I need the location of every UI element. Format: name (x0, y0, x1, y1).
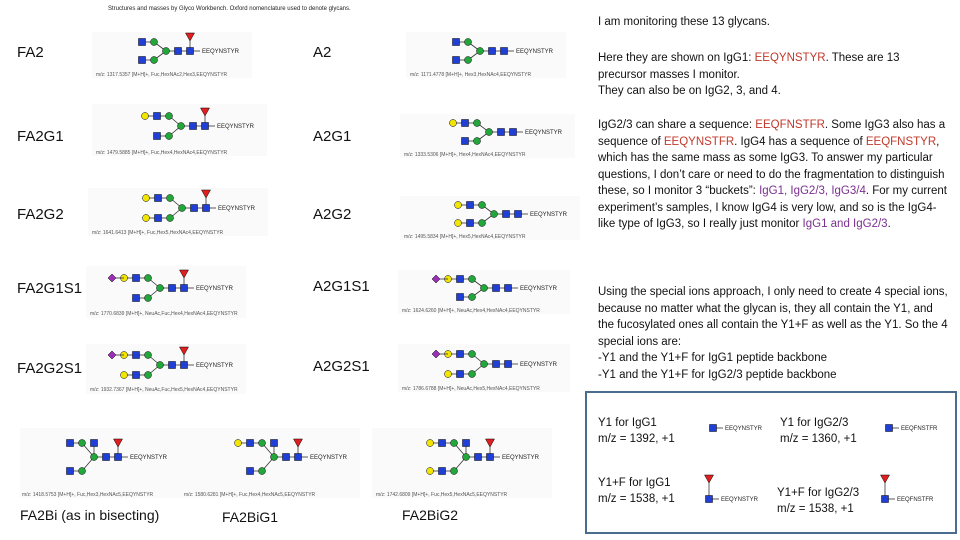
glcnac-square (154, 113, 161, 120)
special-ions-box (585, 391, 957, 534)
mannose-circle (167, 215, 174, 222)
peptide-label: EEQFNSTFR (897, 497, 934, 503)
glcnac-square (487, 454, 494, 461)
glcnac-square (467, 220, 474, 227)
glycan-mass-fa2big2: m/z: 1742.6809 [M+H]+, Fuc,Hex5,HexNAc5,EEQYNSTYR (376, 492, 508, 498)
galactose-circle (143, 215, 150, 222)
mannose-circle (474, 138, 481, 145)
mannose-circle (145, 372, 152, 379)
monitored-buckets: IgG1 and IgG2/3 (802, 218, 888, 230)
glycan-structure-a2g2s1 (398, 344, 570, 392)
notes-buckets: IgG2/3 can share a sequence: EEQFNSTFR. Some IgG3 also has a sequence of EEQYNSTFR. IgG4 has a sequence of EEQFNSTYR, which has the same mass as some IgG3. To answer my particular questions, I don’t care or need to do the fragmentation to distinguish these, so I monitor 3 “buckets”: IgG1, IgG2/3, IgG3/4. For my current experiment’s samples, I know IgG4 is very low, and so is the IgG4-like type of IgG3, so I really just monitor IgG1 and IgG2/3. (598, 119, 947, 230)
mannose-circle (145, 352, 152, 359)
glcnac-square (489, 48, 496, 55)
galactose-circle (445, 371, 452, 378)
glcnac-square (505, 285, 512, 292)
fucose-triangle (705, 475, 714, 483)
mannose-circle (166, 113, 173, 120)
glcnac-square (457, 294, 464, 301)
glcnac-square (271, 440, 278, 447)
special-ion-y1f-igg1: Y1+F for IgG1 m/z = 1538, +1 (598, 477, 675, 505)
glcnac-square (457, 371, 464, 378)
mannose-circle (167, 195, 174, 202)
peptide-label: EEQFNSTFR (901, 426, 938, 432)
glcnac-square (247, 468, 254, 475)
mannose-circle (259, 468, 266, 475)
glcnac-square (453, 57, 460, 64)
fucose-triangle (202, 190, 211, 198)
glcnac-square (493, 285, 500, 292)
galactose-circle (235, 440, 242, 447)
glcnac-square (169, 285, 176, 292)
glcnac-square (175, 48, 182, 55)
peptide-label: EEQYNSTYR (520, 362, 558, 368)
special-ion-y1f-igg23: Y1+F for IgG2/3 m/z = 1538, +1 (777, 487, 860, 515)
glcnac-square (202, 123, 209, 130)
glcnac-square (133, 295, 140, 302)
fucose-triangle (114, 439, 123, 447)
peptide-label: EEQYNSTYR (725, 426, 763, 432)
glcnac-square (203, 205, 210, 212)
glcnac-square (510, 129, 517, 136)
peptide-label: EEQYNSTYR (218, 206, 256, 212)
glycan-structure-fa2bi (20, 428, 180, 498)
mannose-circle (469, 351, 476, 358)
sialic-acid-diamond (108, 274, 116, 282)
glcnac-square (710, 425, 717, 432)
galactose-circle (455, 202, 462, 209)
peptide-label: EEQYNSTYR (721, 497, 759, 503)
mannose-circle (145, 275, 152, 282)
peptide-label: EEQYNSTYR (525, 130, 563, 136)
peptide-label: EEQYNSTYR (516, 49, 554, 55)
glcnac-square (133, 275, 140, 282)
peptide-label: EEQYNSTYR (202, 49, 240, 55)
glcnac-square (463, 440, 470, 447)
glycan-mass-fa2bi: m/z: 1418.5753 [M+H]+, Fuc,Hex3,HexNAc5,EEQYNSTYR (22, 492, 154, 498)
glcnac-square (295, 454, 302, 461)
glycan-label-fa2g2: FA2G2 (17, 206, 64, 223)
mannose-circle (479, 220, 486, 227)
mannose-circle (451, 468, 458, 475)
mannose-circle (179, 205, 186, 212)
glcnac-square (155, 195, 162, 202)
mannose-circle (481, 285, 488, 292)
glcnac-square (501, 48, 508, 55)
mannose-circle (79, 468, 86, 475)
glcnac-square (503, 211, 510, 218)
glcnac-square (882, 496, 889, 503)
glcnac-square (457, 276, 464, 283)
glcnac-square (115, 454, 122, 461)
special-ion-y1-igg23-structure (879, 413, 951, 448)
mannose-circle (491, 211, 498, 218)
galactose-circle (143, 195, 150, 202)
figure-caption: Structures and masses by Glyco Workbench. Oxford nomenclature used to denote glycans. (108, 6, 351, 12)
glcnac-square (493, 361, 500, 368)
glycan-mass-a2g2s1: m/z: 1786.6788 [M+H]+, NeuAc,Hex5,HexNAc4,EEQYNSTYR (402, 386, 540, 392)
glcnac-square (457, 351, 464, 358)
mannose-circle (178, 123, 185, 130)
peptide-label: EEQYNSTYR (130, 455, 168, 461)
glycan-mass-a2g2: m/z: 1495.5834 [M+H]+, Hex5,HexNAc4,EEQYNSTYR (404, 234, 526, 240)
fucose-triangle (294, 439, 303, 447)
glycan-label-fa2big1: FA2BiG1 (222, 509, 279, 525)
glcnac-square (462, 138, 469, 145)
glycan-label-a2g2s1: A2G2S1 (313, 358, 370, 375)
mannose-circle (479, 202, 486, 209)
mannose-circle (469, 371, 476, 378)
glcnac-square (91, 440, 98, 447)
notes-special-ions: Using the special ions approach, I only need to create 4 special ions, because no matter what the glycan is, they all contain the Y1, and the fucosylated ones all contain the Y1+F as well as the Y1. So the 4 special ions are: -Y1 and the Y1+F for IgG1 peptide backbone -Y1 and the Y1+F for IgG2/3 peptide backbone (598, 286, 948, 381)
glycan-label-fa2big2: FA2BiG2 (402, 507, 459, 523)
glycan-label-a2: A2 (313, 44, 332, 61)
galactose-circle (427, 468, 434, 475)
glcnac-square (439, 440, 446, 447)
glycan-mass-a2: m/z: 1171.4778 [M+H]+, Hex3,HexNAc4,EEQYNSTYR (410, 72, 532, 78)
sialic-acid-diamond (108, 351, 116, 359)
bucket-list: IgG1, IgG2/3, IgG3/4 (759, 185, 866, 197)
galactose-circle (450, 120, 457, 127)
glcnac-square (247, 440, 254, 447)
sequence-igg1: EEQYNSTYR (754, 52, 826, 64)
glcnac-square (886, 425, 893, 432)
glycan-label-fa2g1s1: FA2G1S1 (17, 280, 83, 297)
glycan-label-a2g1: A2G1 (313, 128, 352, 145)
glcnac-square (190, 123, 197, 130)
glcnac-square (498, 129, 505, 136)
special-ion-y1f-igg1-structure (699, 467, 775, 518)
galactose-circle (455, 220, 462, 227)
mannose-circle (271, 454, 278, 461)
mannose-circle (469, 276, 476, 283)
mannose-circle (465, 39, 472, 46)
mannose-circle (151, 57, 158, 64)
peptide-label: EEQYNSTYR (520, 286, 558, 292)
glcnac-square (453, 39, 460, 46)
mannose-circle (259, 440, 266, 447)
glcnac-square (475, 454, 482, 461)
mannose-circle (474, 120, 481, 127)
mannose-circle (481, 361, 488, 368)
glcnac-square (467, 202, 474, 209)
glycan-label-fa2: FA2 (17, 44, 44, 61)
mannose-circle (463, 454, 470, 461)
peptide-label: EEQYNSTYR (196, 363, 234, 369)
fucose-triangle (881, 475, 890, 483)
mannose-circle (477, 48, 484, 55)
glcnac-square (139, 57, 146, 64)
glcnac-square (139, 39, 146, 46)
fucose-triangle (201, 108, 210, 116)
special-ion-y1-igg1-structure (703, 413, 773, 448)
fucose-triangle (180, 270, 189, 278)
glycan-label-fa2g1: FA2G1 (17, 128, 64, 145)
glycan-structure-fa2big1 (180, 428, 360, 498)
galactose-circle (121, 372, 128, 379)
glcnac-square (706, 496, 713, 503)
peptide-label: EEQYNSTYR (217, 124, 255, 130)
mannose-circle (163, 48, 170, 55)
glycan-mass-fa2g2s1: m/z: 1932.7367 [M+H]+, NeuAc,Fuc,Hex5,HexNAc4,EEQYNSTYR (90, 387, 238, 393)
glycan-label-a2g1s1: A2G1S1 (313, 278, 370, 295)
peptide-label: EEQYNSTYR (530, 212, 568, 218)
glcnac-square (181, 362, 188, 369)
glycan-mass-fa2: m/z: 1317.5357 [M+H]+, Fuc,HexNAc2,Hex3,EEQYNSTYR (96, 72, 228, 78)
mannose-circle (157, 362, 164, 369)
mannose-circle (469, 294, 476, 301)
glycan-mass-fa2g1s1: m/z: 1770.6839 [M+H]+, NeuAc,Fuc,Hex4,HexNAc4,EEQYNSTYR (90, 311, 238, 317)
glycan-label-fa2g2s1: FA2G2S1 (17, 360, 83, 377)
fucose-triangle (180, 347, 189, 355)
notes-igg1-sequence: Here they are shown on IgG1: EEQYNSTYR. These are 13 precursor masses I monitor. They can also be on IgG2, 3, and 4. (598, 52, 900, 97)
glcnac-square (283, 454, 290, 461)
glycan-structure-fa2big2 (372, 428, 552, 498)
glycan-structure-fa2g2 (88, 188, 268, 236)
sequence-igg4: EEQFNSTYR (865, 135, 937, 148)
glycan-structure-fa2g1 (92, 104, 267, 156)
mannose-circle (465, 57, 472, 64)
glcnac-square (155, 215, 162, 222)
glcnac-square (462, 120, 469, 127)
glcnac-square (169, 362, 176, 369)
peptide-label: EEQYNSTYR (310, 455, 348, 461)
peptide-label: EEQYNSTYR (196, 286, 234, 292)
sequence-igg23: EEQFNSTFR (755, 119, 825, 131)
galactose-circle (142, 113, 149, 120)
galactose-circle (427, 440, 434, 447)
mannose-circle (451, 440, 458, 447)
mannose-circle (91, 454, 98, 461)
glycan-mass-fa2g1: m/z: 1479.5885 [M+H]+, Fuc,Hex4,HexNAc4,EEQYNSTYR (96, 150, 228, 156)
mannose-circle (145, 295, 152, 302)
mannose-circle (157, 285, 164, 292)
glcnac-square (133, 352, 140, 359)
glcnac-square (154, 133, 161, 140)
glcnac-square (133, 372, 140, 379)
sequence-igg3-variant: EEQYNSTFR (663, 135, 735, 148)
glcnac-square (439, 468, 446, 475)
glcnac-square (515, 211, 522, 218)
mannose-circle (486, 129, 493, 136)
glcnac-square (191, 205, 198, 212)
fucose-triangle (186, 33, 195, 41)
peptide-label: EEQYNSTYR (502, 455, 540, 461)
fucose-triangle (486, 439, 495, 447)
glcnac-square (67, 440, 74, 447)
glycan-mass-a2g1s1: m/z: 1624.6260 [M+H]+, NeuAc,Hex4,HexNAc4,EEQYNSTYR (402, 308, 540, 314)
special-ion-y1-igg1: Y1 for IgG1 m/z = 1392, +1 (598, 417, 675, 445)
notes-intro: I am monitoring these 13 glycans. (598, 16, 770, 28)
glcnac-square (103, 454, 110, 461)
mannose-circle (166, 133, 173, 140)
glcnac-square (187, 48, 194, 55)
glcnac-square (67, 468, 74, 475)
glycan-mass-fa2g2: m/z: 1641.6413 [M+H]+, Fuc,Hex5,HexNAc4,EEQYNSTYR (92, 230, 224, 236)
special-ion-y1-igg23: Y1 for IgG2/3 m/z = 1360, +1 (780, 417, 857, 445)
sialic-acid-diamond (432, 350, 440, 358)
glycan-label-a2g2: A2G2 (313, 206, 352, 223)
glcnac-square (181, 285, 188, 292)
glycan-mass-a2g1: m/z: 1333.5306 [M+H]+, Hex4,HexNAc4,EEQYNSTYR (404, 152, 526, 158)
glycan-label-fa2bi: FA2Bi (as in bisecting) (20, 507, 160, 523)
mannose-circle (151, 39, 158, 46)
sialic-acid-diamond (432, 275, 440, 283)
glcnac-square (505, 361, 512, 368)
special-ion-y1f-igg23-structure (875, 467, 951, 518)
glycan-mass-fa2big1: m/z: 1580.6281 [M+H]+, Fuc,Hex4,HexNAc5,EEQYNSTYR (184, 492, 316, 498)
mannose-circle (79, 440, 86, 447)
